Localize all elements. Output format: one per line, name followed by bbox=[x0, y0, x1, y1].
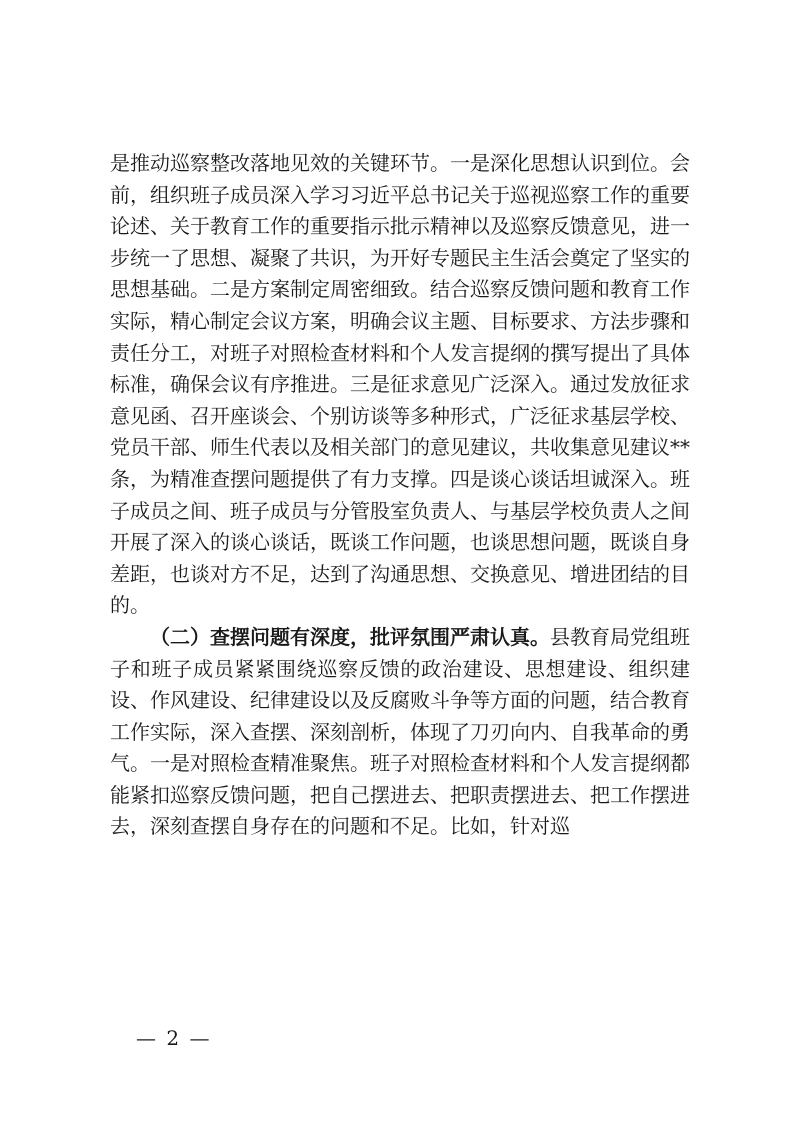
paragraph-continuation bbox=[110, 148, 690, 622]
page-number: — 2 — bbox=[136, 1026, 212, 1050]
paragraph-text: 县教育局党组班子和班子成员紧紧围绕巡察反馈的政治建设、思想建设、组织建设、作风建设、纪律建设以及反腐败斗争等方面的问题，结合教育工作实际，深入查摆、深刻剖析，体现了刀刃向内、自我革命的勇气。一是对照检查精准聚焦。班子对照检查材料和个人发言提纲都能紧扣巡察反馈问题，把自己摆进去、把职责摆进去、把工作摆进去，深刻查摆自身存在的问题和不足。比如，针对巡 bbox=[110, 624, 690, 839]
paragraph-text: 是推动巡察整改落地见效的关键环节。一是深化思想认识到位。会前，组织班子成员深入学习习近平总书记关于巡视巡察工作的重要论述、关于教育工作的重要指示批示精神以及巡察反馈意见，进一步统一了思想、凝聚了共识，为开好专题民主生活会奠定了坚实的思想基础。二是方案制定周密细致。结合巡察反馈问题和教育工作实际，精心制定会议方案，明确会议主题、目标要求、方法步骤和责任分工，对班子对照检查材料和个人发言提纲的撰写提出了具体标准，确保会议有序推进。三是征求意见广泛深入。通过发放征求意见函、召开座谈会、个别访谈等多种形式，广泛征求基层学校、党员干部、师生代表以及相关部门的意见建议，共收集意见建议**条，为精准查摆问题提供了有力支撑。四是谈心谈话坦诚深入。班子成员之间、班子成员与分管股室负责人、与基层学校负责人之间开展了深入的谈心谈话，既谈工作问题，也谈思想问题，既谈自身差距，也谈对方不足，达到了沟通思想、交换意见、增进团结的目的。 bbox=[110, 151, 690, 618]
section-heading: （二）查摆问题有深度，批评氛围严肃认真。 bbox=[150, 624, 550, 649]
paragraph-section-two bbox=[110, 622, 690, 843]
document-body bbox=[110, 148, 690, 843]
